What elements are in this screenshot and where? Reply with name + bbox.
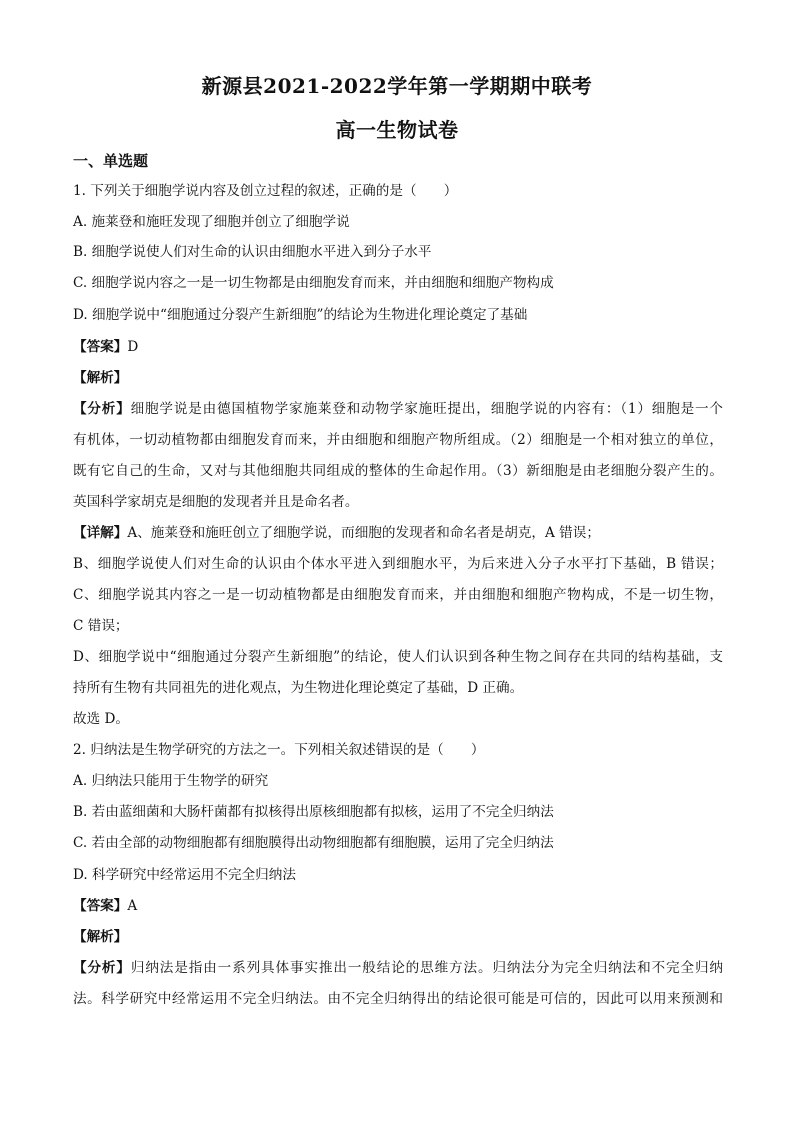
q1-option-d: D. 细胞学说中“细胞通过分裂产生新细胞”的结论为生物进化理论奠定了基础	[73, 307, 528, 323]
exam-subtitle: 高一生物试卷	[335, 118, 459, 142]
q1-option-b: B. 细胞学说使人们对生命的认识由细胞水平进入到分子水平	[73, 244, 432, 260]
q1-fenxi-line-4: 英国科学家胡克是细胞的发现者并且是命名者。	[73, 494, 359, 510]
fenxi-tag: 【分析】	[73, 401, 131, 417]
fenxi-text: 细胞学说是由德国植物学家施莱登和动物学家施旺提出，细胞学说的内容有：（1）细胞是一个	[130, 401, 723, 417]
q1-conclusion: 故选 D。	[73, 711, 130, 727]
q2-option-b: B. 若由蓝细菌和大肠杆菌都有拟核得出原核细胞都有拟核，运用了不完全归纳法	[73, 804, 554, 820]
q1-option-c: C. 细胞学说内容之一是一切生物都是由细胞发育而来，并由细胞和细胞产物构成	[73, 275, 554, 291]
q1-detail-c-2: C 错误；	[73, 618, 129, 634]
q1-fenxi-line-1	[73, 400, 723, 418]
q2-option-d: D. 科学研究中经常运用不完全归纳法	[73, 867, 296, 883]
q1-fenxi-line-2: 有机体，一切动植物都由细胞发育而来，并由细胞和细胞产物所组成。（2）细胞是一个相对独立的单位，	[73, 432, 723, 448]
section-heading: 一、单选题	[73, 152, 149, 170]
q2-answer	[73, 897, 137, 915]
answer-tag: 【答案】	[73, 898, 128, 914]
answer-value: A	[127, 898, 138, 914]
detail-tag: 【详解】	[73, 525, 128, 541]
q1-detail-c-1: C、细胞学说其内容之一是一切动植物都是由细胞发育而来，并由细胞和细胞产物构成，不是一切生物，	[73, 587, 723, 603]
fenxi-text: 归纳法是指由一系列具体事实推出一般结论的思维方法。归纳法分为完全归纳法和不完全归纳	[130, 960, 724, 976]
q1-detail-d-1: D、细胞学说中“细胞通过分裂产生新细胞”的结论，使人们认识到各种生物之间存在共同的结构基础，支	[73, 649, 723, 665]
q2-fenxi-line-2: 法。科学研究中经常运用不完全归纳法。由不完全归纳得出的结论很可能是可信的，因此可以用来预测和	[73, 991, 723, 1007]
q1-detail-b: B、细胞学说使人们对生命的认识由个体水平进入到细胞水平，为后来进入分子水平打下基础，B 错误；	[73, 556, 723, 572]
answer-tag: 【答案】	[73, 339, 128, 355]
q1-detail-d-2: 持所有生物有共同祖先的进化观点，为生物进化理论奠定了基础，D 正确。	[73, 680, 524, 696]
q2-fenxi-line-1	[73, 959, 723, 977]
q2-option-c: C. 若由全部的动物细胞都有细胞膜得出动物细胞都有细胞膜，运用了完全归纳法	[73, 835, 554, 851]
detail-text: A、施莱登和施旺创立了细胞学说，而细胞的发现者和命名者是胡克，A 错误；	[127, 525, 600, 541]
q2-analysis-heading: 【解析】	[73, 929, 128, 945]
q1-option-a: A. 施莱登和施旺发现了细胞并创立了细胞学说	[73, 214, 350, 230]
q1-fenxi-line-3: 既有它自己的生命，又对与其他细胞共同组成的整体的生命起作用。（3）新细胞是由老细胞分裂产生的。	[73, 463, 723, 479]
q1-analysis-heading: 【解析】	[73, 370, 128, 386]
fenxi-tag: 【分析】	[73, 960, 131, 976]
exam-title: 新源县2021-2022学年第一学期期中联考	[201, 74, 593, 98]
q2-option-a: A. 归纳法只能用于生物学的研究	[73, 773, 269, 789]
q2-stem: 2. 归纳法是生物学研究的方法之一。下列相关叙述错误的是（ ）	[73, 742, 485, 758]
answer-value: D	[127, 339, 139, 355]
q1-answer	[73, 338, 138, 356]
q1-detail-a	[73, 524, 600, 542]
q1-stem: 1. 下列关于细胞学说内容及创立过程的叙述，正确的是（ ）	[73, 183, 458, 199]
